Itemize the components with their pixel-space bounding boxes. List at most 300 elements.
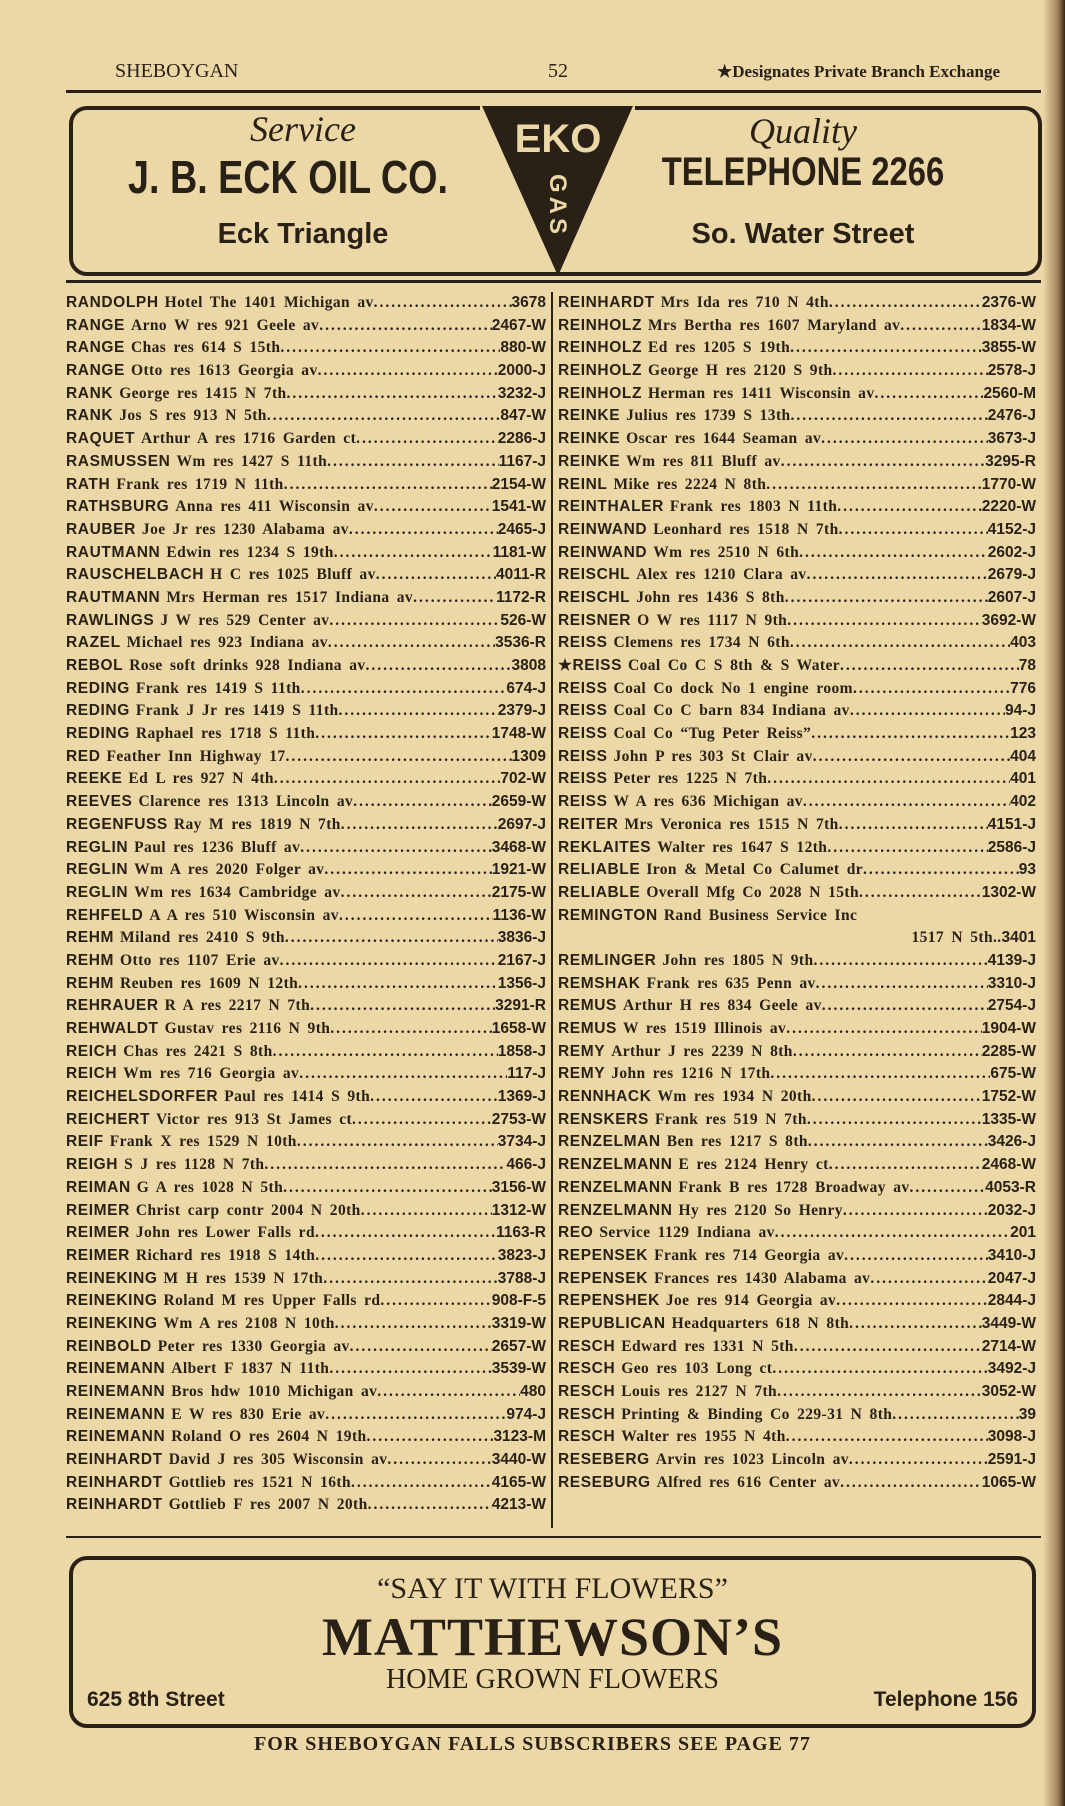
listing-detail: Edwin res 1234 S 19th (166, 543, 334, 561)
listing-name: REICHELSDORFER (66, 1088, 219, 1106)
listing-phone: 4152-J (987, 520, 1036, 538)
dot-leader (839, 519, 988, 542)
dot-leader (264, 1154, 506, 1177)
listing-phone: 2578-J (987, 362, 1036, 380)
listing-phone: 94-J (1004, 702, 1036, 720)
dot-leader (315, 723, 491, 746)
listing-row (558, 1245, 1036, 1268)
listing-phone: 4151-J (987, 815, 1036, 833)
listing-phone: 1181-W (492, 543, 546, 561)
listing-detail: O W res 1117 N 9th (637, 611, 788, 629)
listing-name: RANDOLPH (66, 294, 159, 311)
listing-phone: 2047-J (987, 1269, 1036, 1287)
listing-detail: Gottlieb F res 2007 N 20th (168, 1496, 368, 1514)
listing-name: REDING (66, 702, 130, 720)
listing-phone: 3295-R (985, 452, 1036, 470)
listing-row (558, 632, 1036, 655)
listing-row (66, 337, 546, 360)
dot-leader (839, 814, 988, 837)
listing-name: RANK (66, 384, 114, 402)
listing-detail: Arthur H res 834 Geele av (622, 997, 822, 1015)
dot-leader (807, 564, 988, 587)
listing-row (66, 564, 546, 587)
listing-name: REINKE (558, 407, 621, 425)
listing-detail: S J res 1128 N 7th (124, 1156, 265, 1174)
listing-name: REGLIN (66, 838, 129, 856)
dot-leader (298, 973, 498, 996)
dot-leader (267, 405, 501, 428)
listing-name: REISS (558, 793, 608, 811)
listing-phone: 2607-J (987, 588, 1036, 606)
listing-row (558, 723, 1036, 746)
listing-phone: 2602-J (987, 543, 1036, 561)
listing-phone: 526-W (500, 611, 546, 629)
dot-leader (300, 837, 492, 860)
dot-leader (339, 700, 498, 723)
listing-phone: 1369-J (497, 1088, 546, 1106)
dot-leader (374, 496, 492, 519)
listing-detail: John res 1216 N 17th (611, 1065, 771, 1083)
listings-right-column (558, 292, 1036, 1494)
listing-name: REICH (66, 1042, 118, 1060)
listing-name: REISS (558, 747, 608, 765)
listing-detail: Coal Co C S 8th & S Water (628, 657, 840, 674)
dot-leader (775, 1222, 1010, 1245)
listing-detail: Ed L res 927 N 4th (128, 770, 274, 788)
listing-name: REEKE (66, 770, 123, 788)
listing-name: REINEKING (66, 1269, 158, 1287)
dot-leader (787, 610, 982, 633)
listing-phone: 3539-W (491, 1360, 546, 1378)
listing-row (558, 655, 1036, 678)
listing-row (66, 405, 546, 428)
listing-name: REINBOLD (66, 1337, 152, 1355)
listing-phone: 1312-W (491, 1201, 546, 1219)
listing-phone: 702-W (500, 770, 546, 788)
dot-leader (900, 315, 981, 338)
listing-name: RAZEL (66, 634, 121, 652)
listing-row (558, 1268, 1036, 1291)
listing-phone: 2465-J (497, 520, 546, 538)
listing-phone: 2376-W (981, 294, 1036, 311)
dot-leader (323, 1268, 498, 1291)
ad-phone: Telephone 156 (873, 1688, 1018, 1711)
listing-detail: Victor res 913 St James ct (156, 1110, 353, 1128)
listing-name: REIGH (66, 1156, 119, 1174)
listing-phone: 1752-W (981, 1088, 1036, 1106)
listing-row (558, 1381, 1036, 1404)
listing-detail: Wm res 2510 N 6th (653, 543, 800, 561)
ad-right-tagline: Quality (749, 111, 857, 151)
listing-name: REHWALDT (66, 1020, 159, 1037)
listing-phone: 2844-J (987, 1292, 1036, 1310)
listing-name: REINHARDT (66, 1473, 163, 1491)
listing-row (66, 1426, 546, 1449)
listing-detail: David J res 305 Wisconsin av (168, 1451, 388, 1469)
listing-phone: 78 (1018, 657, 1036, 674)
listing-name: REINHOLZ (558, 362, 643, 380)
dot-leader (850, 700, 1005, 723)
listing-row (66, 700, 546, 723)
dot-leader (318, 360, 498, 383)
listing-name: REHM (66, 929, 115, 947)
dot-leader (286, 746, 512, 769)
listing-detail: Albert F 1837 N 11th (171, 1360, 330, 1378)
ad-company-name: J. B. ECK OIL CO. (128, 151, 448, 203)
listing-name: REPENSEK (558, 1246, 649, 1264)
listing-detail: Wm A res 2108 N 10th (163, 1314, 335, 1332)
listing-row (558, 292, 1036, 315)
listing-detail: Clarence res 1313 Lincoln av (138, 793, 354, 811)
listing-name: REINTHALER (558, 498, 664, 516)
dot-leader (327, 451, 498, 474)
listing-phone: 675-W (990, 1065, 1036, 1083)
listing-detail: Wm res 811 Bluff av (626, 452, 781, 470)
dot-leader (341, 814, 498, 837)
dot-leader (910, 1177, 986, 1200)
listing-detail: Oscar res 1644 Seaman av (626, 430, 822, 448)
listing-detail: Overall Mfg Co 2028 N 15th (646, 883, 859, 901)
dot-leader (297, 1131, 498, 1154)
listing-name: REISS (558, 770, 608, 788)
listing-row (558, 1222, 1036, 1245)
dot-leader (366, 655, 512, 678)
listing-phone: 2657-W (491, 1337, 546, 1355)
dot-leader (341, 882, 492, 905)
listing-name: REO (558, 1224, 594, 1242)
listing-detail: Wm res 716 Georgia av (123, 1065, 300, 1083)
listing-phone: 3410-J (987, 1246, 1036, 1264)
listing-name: RESCH (558, 1383, 616, 1400)
dot-leader (770, 1063, 990, 1086)
dot-leader (808, 1131, 988, 1154)
listing-phone: 3788-J (497, 1269, 546, 1287)
listing-row (558, 1200, 1036, 1223)
listing-name: REIMER (66, 1201, 130, 1219)
listing-detail: Mike res 2224 N 8th (613, 475, 767, 493)
listing-name: REISS (558, 679, 608, 697)
dot-leader (793, 1041, 982, 1064)
listing-detail: Paul res 1236 Bluff av (134, 838, 301, 856)
listing-phone: 39 (1018, 1405, 1036, 1423)
listing-row (66, 678, 546, 701)
listing-phone: 402 (1010, 793, 1036, 811)
listing-detail: M H res 1539 N 17th (163, 1269, 324, 1287)
listing-detail: John P res 303 St Clair av (613, 747, 813, 765)
dot-leader (361, 1200, 492, 1223)
listing-name: REINL (558, 475, 608, 493)
listing-name: REISS (558, 702, 608, 720)
listing-row (66, 587, 546, 610)
listing-row (66, 814, 546, 837)
dot-leader (301, 678, 507, 701)
listing-name: REICH (66, 1065, 118, 1083)
dot-leader (790, 632, 1010, 655)
dot-leader (892, 1404, 1018, 1427)
listing-detail: Anna res 411 Wisconsin av (175, 498, 374, 516)
listing-row (558, 383, 1036, 406)
listing-detail: Rose soft drinks 928 Indiana av (129, 657, 366, 674)
dot-leader (325, 1404, 506, 1427)
listing-phone: 2379-J (497, 702, 546, 720)
listing-name: RELIABLE (558, 883, 641, 901)
listing-detail: George H res 2120 S 9th (648, 362, 833, 380)
listing-phone: 908-F-5 (491, 1292, 546, 1310)
footer-note: FOR SHEBOYGAN FALLS SUBSCRIBERS SEE PAGE 77 (254, 1733, 811, 1755)
listing-row (66, 746, 546, 769)
listing-name: REPENSEK (558, 1269, 649, 1287)
eko-gas-logo-icon (480, 104, 635, 279)
listing-phone: 2286-J (497, 430, 546, 448)
listing-name: REHM (66, 974, 115, 992)
listing-name: RENZELMAN (558, 1133, 661, 1151)
listing-phone: 2032-J (987, 1201, 1036, 1219)
listing-phone: 1834-W (981, 316, 1036, 334)
listing-detail: Coal Co “Tug Peter Reiss” (613, 725, 812, 743)
listing-row (558, 1336, 1036, 1359)
dot-leader (833, 360, 988, 383)
listing-row (66, 1131, 546, 1154)
listing-phone: 1770-W (981, 475, 1036, 493)
listing-phone: 4165-W (491, 1473, 546, 1491)
dot-leader (349, 519, 498, 542)
page-number: 52 (548, 60, 568, 82)
listing-name: REINHOLZ (558, 339, 643, 357)
listing-row (66, 632, 546, 655)
listing-detail: Arthur A res 1716 Garden ct (141, 430, 357, 448)
listing-phone: 1172-R (496, 588, 546, 606)
listing-name: RENZELMANN (558, 1156, 673, 1174)
listing-row (558, 1063, 1036, 1086)
listing-detail: Paul res 1414 S 9th (224, 1088, 371, 1106)
listing-detail: E W res 830 Erie av (171, 1405, 326, 1423)
dot-leader (840, 655, 1019, 678)
dot-leader (315, 1222, 496, 1245)
listing-phone: 3232-J (497, 384, 546, 402)
listing-detail: Mrs Veronica res 1515 N 7th (624, 815, 839, 833)
listing-phone: 404 (1010, 747, 1036, 765)
dot-leader (813, 746, 1010, 769)
listing-row (66, 1063, 546, 1086)
listing-phone: 2753-W (491, 1110, 546, 1128)
listing-name: REHRAUER (66, 997, 159, 1015)
listing-row (558, 405, 1036, 428)
listing-detail: Feather Inn Highway 17 (106, 747, 286, 765)
listing-phone: 776 (1010, 679, 1036, 697)
listing-row-continuation (558, 927, 1036, 950)
ad-right-address: So. Water Street (691, 218, 915, 250)
listing-row (558, 1154, 1036, 1177)
ad-address: 625 8th Street (87, 1688, 225, 1711)
listing-phone: 3291-R (495, 997, 546, 1015)
listing-phone: 3468-W (491, 838, 546, 856)
listing-detail: Ray M res 1819 N 7th (173, 815, 341, 833)
dot-leader (874, 383, 983, 406)
listing-row (66, 1313, 546, 1336)
listing-name: REMSHAK (558, 974, 641, 992)
listing-phone: 1858-J (497, 1042, 546, 1060)
listing-row (66, 1449, 546, 1472)
listing-row (66, 610, 546, 633)
listing-row (66, 451, 546, 474)
ad-bottom-rule (66, 280, 1041, 283)
listing-detail: Clemens res 1734 N 6th (613, 634, 790, 652)
listing-row (558, 496, 1036, 519)
dot-leader (350, 1336, 492, 1359)
listing-detail: Walter res 1955 N 4th (621, 1428, 786, 1446)
listing-row (558, 1313, 1036, 1336)
listing-detail: Frank B res 1728 Broadway av (678, 1178, 910, 1196)
listing-name: REINEMANN (66, 1428, 166, 1446)
listing-row (558, 1358, 1036, 1381)
dot-leader (766, 474, 981, 497)
matthewsons-advertisement (69, 1556, 1036, 1728)
listing-row (558, 791, 1036, 814)
dot-leader (370, 1086, 498, 1109)
listing-name: RATH (66, 475, 111, 493)
listing-row (558, 1449, 1036, 1472)
listing-detail: Frank res 1419 S 11th (135, 679, 301, 697)
listing-phone: 1335-W (981, 1110, 1036, 1128)
listing-row (66, 859, 546, 882)
listing-detail: Frank res 635 Penn av (646, 974, 816, 992)
listing-detail: G A res 1028 N 5th (136, 1178, 284, 1196)
listing-detail: Printing & Binding Co 229-31 N 8th (621, 1405, 893, 1423)
listing-detail: Frank X res 1529 N 10th (109, 1133, 297, 1151)
listing-phone: 4139-J (987, 951, 1036, 969)
listing-phone: 3426-J (987, 1133, 1036, 1151)
listing-row (66, 655, 546, 678)
listing-phone: 2679-J (987, 566, 1036, 584)
dot-leader (274, 768, 500, 791)
page-header (115, 60, 1000, 90)
listing-continuation: 1517 N 5th.. (911, 929, 1002, 947)
dot-leader (767, 768, 1010, 791)
listing-name: RAUBER (66, 520, 136, 538)
listing-row (66, 1404, 546, 1427)
dot-leader (352, 1109, 492, 1132)
listing-phone: 466-J (506, 1156, 546, 1174)
listing-detail: Miland res 2410 S 9th (120, 929, 285, 947)
dot-leader (284, 474, 492, 497)
listing-phone: 1309 (511, 747, 546, 765)
listing-phone: 1904-W (981, 1020, 1036, 1037)
listing-row (558, 360, 1036, 383)
listing-phone: 117-J (507, 1065, 546, 1083)
listing-row (558, 1131, 1036, 1154)
listing-name: RESEBERG (558, 1451, 650, 1469)
ad-left-address: Eck Triangle (217, 218, 389, 250)
dot-leader (786, 1426, 988, 1449)
dot-leader (794, 1336, 982, 1359)
listing-name: REHFELD (66, 906, 144, 924)
ad-slogan: “SAY IT WITH FLOWERS” (377, 1572, 728, 1605)
listing-detail: Iron & Metal Co Calumet dr (646, 861, 863, 879)
dot-leader (772, 1358, 987, 1381)
listing-phone: 480 (520, 1383, 546, 1400)
listing-detail: Hy res 2120 So Henry (678, 1201, 843, 1219)
listing-row (558, 587, 1036, 610)
listing-row (66, 474, 546, 497)
listing-row (66, 882, 546, 905)
listing-name: REINEMANN (66, 1360, 166, 1378)
listing-name: REITER (558, 815, 619, 833)
listing-name: REINWAND (558, 520, 648, 538)
listing-phone: 3098-J (987, 1428, 1036, 1446)
listing-row (558, 1426, 1036, 1449)
listing-detail: Edward res 1331 N 5th (621, 1337, 794, 1355)
listing-detail: John res 1436 S 8th (636, 588, 785, 606)
dot-leader (827, 837, 987, 860)
listing-name: RENZELMANN (558, 1178, 673, 1196)
dot-leader (353, 791, 492, 814)
dot-leader (280, 950, 498, 973)
dot-leader (315, 1245, 497, 1268)
dot-leader (799, 542, 988, 565)
listing-detail: Headquarters 618 N 8th (671, 1314, 850, 1332)
dot-leader (377, 1381, 520, 1404)
listing-phone: 3536-R (495, 634, 546, 652)
listing-detail: Arthur J res 2239 N 8th (611, 1042, 793, 1060)
dot-leader (329, 610, 500, 633)
dot-leader (813, 950, 987, 973)
listing-row (558, 610, 1036, 633)
listing-name: RANK (66, 407, 114, 425)
dot-leader (870, 1268, 987, 1291)
listing-name: RASMUSSEN (66, 452, 171, 470)
listing-phone: 201 (1010, 1224, 1036, 1242)
listing-row (66, 950, 546, 973)
dot-leader (368, 1494, 492, 1517)
dot-leader (781, 451, 985, 474)
dot-leader (299, 1063, 507, 1086)
dot-leader (849, 1313, 982, 1336)
listing-name: REPENSHEK (558, 1292, 660, 1310)
listing-row (558, 814, 1036, 837)
listing-name: REGLIN (66, 861, 129, 879)
listing-detail: Rand Business Service Inc (663, 906, 858, 924)
dot-leader (319, 315, 492, 338)
listing-name: REMUS (558, 1020, 617, 1037)
listing-name: REISNER (558, 611, 632, 629)
listing-phone: 3310-J (987, 974, 1036, 992)
listing-detail: W A res 636 Michigan av (613, 793, 803, 811)
listing-detail: Frank res 1719 N 11th (116, 475, 284, 493)
ad-florist-name: MATTHEWSON’S (321, 1607, 784, 1667)
column-divider (551, 292, 553, 1528)
listing-name: REINEMANN (66, 1383, 166, 1400)
listing-phone: 4011-R (496, 566, 546, 584)
dot-leader (356, 428, 498, 451)
listing-detail: Peter res 1225 N 7th (613, 770, 768, 788)
listing-detail: Coal Co dock No 1 engine room (613, 679, 853, 697)
listing-name: REMY (558, 1042, 606, 1060)
listing-row (558, 882, 1036, 905)
listing-name: REINWAND (558, 543, 648, 561)
ad-telephone: TELEPHONE 2266 (661, 150, 945, 194)
page-binding-shadow (1043, 0, 1065, 1806)
listing-detail: Joe res 914 Georgia av (665, 1292, 837, 1310)
listing-name: REINKE (558, 452, 621, 470)
listing-phone: 3734-J (497, 1133, 546, 1151)
listing-row (66, 1494, 546, 1517)
listing-name: REGLIN (66, 883, 129, 901)
listing-row (66, 1109, 546, 1132)
listing-phone: 3678 (511, 294, 546, 311)
listing-detail: Frank res 714 Georgia av (654, 1246, 845, 1264)
listing-row (66, 496, 546, 519)
listing-row (558, 1472, 1036, 1495)
